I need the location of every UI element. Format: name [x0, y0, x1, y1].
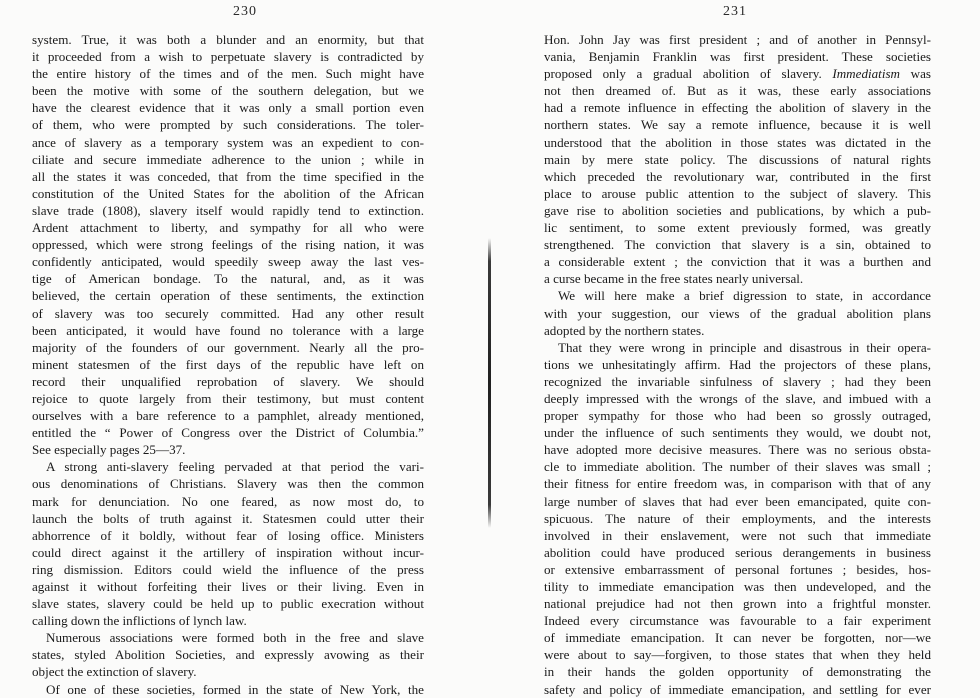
text-line: national prejudice had not then grown into a frightful monster.	[544, 596, 931, 612]
text-line: majority of the founders of our government. Nearly all the pro-	[32, 339, 424, 355]
text-line: the entire history of the times and of the men. Such might have	[32, 66, 424, 82]
right-page	[490, 0, 980, 697]
text-line: were about to say—forgiven, to those states that when they held	[544, 647, 931, 663]
text-line: strengthened. The conviction that slavery is a sin, obtained to	[544, 237, 931, 253]
text-line: have adopted more decisive measures. There was no serious obsta-	[544, 442, 931, 458]
text-line: gave rise to abolition societies and publications, by which a pub-	[544, 202, 931, 218]
text-line: launch the bolts of truth against it. Statesmen could utter their	[32, 510, 424, 526]
text-line: against it without forfeiting their lives or their living. Even in	[32, 579, 424, 594]
text-line: calling down the inflictions of lynch law.	[32, 613, 247, 629]
text-line: slave states, slavery could be held up to public execration without	[32, 596, 424, 612]
text-line: of immediate emancipation. It can never be forgotten, nor—we	[544, 630, 931, 646]
text-line: main by mere state policy. The discussions of natural rights	[544, 151, 931, 167]
text-line: proper sympathy for those who had been so grossly outraged,	[544, 408, 931, 424]
text-line: proposed only a gradual abolition of slavery. Immediatism was	[544, 66, 931, 82]
text-line: been the motive with some of the southern delegation, but we	[32, 83, 424, 99]
text-line: oppressed, which were strong feelings of the rising nation, it was	[32, 237, 424, 253]
text-line: could direct against it the artillery of inspiration without incur-	[32, 544, 424, 560]
text-line: mark for denunciation. No one feared, as now most do, to	[32, 493, 424, 509]
text-line: understood that the abolition in those states was dictated in the	[544, 134, 931, 150]
text-line: place to arouse public attention to the subject of slavery. This	[544, 185, 931, 201]
text-line: system. True, it was both a blunder and an enormity, but that	[32, 32, 424, 47]
text-line: of slavery was too securely committed. Had any other result	[32, 305, 424, 321]
text-line: northern states. We say a remote influence, because it is well	[544, 117, 931, 133]
text-line: deeply impressed with the wrongs of the slave, and imbued with a	[544, 390, 931, 406]
text-line: states, styled Abolition Societies, and expressly avowing as their	[32, 647, 424, 663]
text-line: record their unqualified reprobation of slavery. We should	[32, 373, 424, 389]
text-line: involved in their enslavement, were not such that immediate	[544, 527, 931, 543]
text-line: cle to immediate abolition. The number of their slaves was small ;	[544, 459, 931, 475]
text-line: confidently anticipated, would speedily sweep away the last ves-	[32, 254, 424, 270]
text-line: ciliate and secure immediate adherence to the union ; while in	[32, 151, 424, 167]
text-line: under the influence of such sentiments they would, we doubt not,	[544, 425, 931, 441]
page-number-left: 230	[233, 4, 257, 19]
text-line: We will here make a brief digression to state, in accordance	[558, 288, 931, 304]
text-line: vania, Benjamin Franklin was first president. These societies	[544, 49, 931, 65]
left-page	[0, 0, 490, 697]
text-line: had a remote influence in effecting the abolition of slavery in the	[544, 100, 931, 116]
text-line: constitution of the United States for the abolition of the African	[32, 185, 424, 201]
page-number-right: 231	[723, 4, 747, 19]
text-line: rejoice to quote largely from their testimony, but must content	[32, 390, 424, 406]
text-line: a curse became in the free states nearly universal.	[544, 271, 804, 287]
text-line: Numerous associations were formed both in the free and slave	[46, 630, 424, 646]
text-line: a considerable extent ; the conviction that it was a burthen and	[544, 254, 931, 270]
text-line: adopted by the northern states.	[544, 322, 705, 338]
text-line: of them, who were prompted by such considerations. The toler-	[32, 117, 424, 133]
text-line: been anticipated, it would have found no tolerance with a large	[32, 322, 424, 338]
text-line: slave trade (1808), slavery itself would rapidly tend to extinction.	[32, 202, 424, 218]
text-line: Indeed every circumstance was favourable to a fair experiment	[544, 613, 931, 629]
text-line: have the clearest evidence that it was only a small portion even	[32, 100, 424, 116]
right-page-text	[544, 31, 931, 698]
text-line: A strong anti-slavery feeling pervaded at that period the vari-	[46, 459, 424, 475]
text-line: or extensive embarrassment of personal fortunes ; besides, hos-	[544, 561, 931, 577]
text-line: That they were wrong in principle and disastrous in their opera-	[558, 339, 931, 355]
text-line: in their hands the golden opportunity of demonstrating the	[544, 664, 931, 680]
text-line: See especially pages 25—37.	[32, 442, 186, 458]
text-line: Hon. John Jay was first president ; and of another in Pennsyl-	[544, 32, 931, 47]
text-line: tions we unhesitatingly affirm. Had the projectors of these plans,	[544, 356, 931, 372]
text-line: Ardent attachment to liberty, and sympathy for all who were	[32, 220, 424, 236]
text-line: tige of American bondage. To the natural, and, as it was	[32, 271, 424, 287]
text-line: ourselves with a bare reference to a pamphlet, already mentioned,	[32, 408, 424, 424]
text-line: lic sentiment, to some extent previously formed, was greatly	[544, 220, 931, 236]
text-line: abhorrence of it boldly, without fear of losing office. Ministers	[32, 527, 424, 543]
text-line: their fitness for entire freedom was, in comparison with that of any	[544, 476, 931, 492]
text-line: ous denominations of Christians. Slavery was then the common	[32, 476, 424, 492]
text-line: with your suggestion, our views of the gradual abolition plans	[544, 305, 931, 321]
text-line: which preceded the revolutionary war, contributed in the first	[544, 168, 931, 184]
text-line: minent statesmen of the first days of the republic have left on	[32, 356, 424, 372]
text-line: ance of slavery as a temporary system was an expedient to con-	[32, 134, 424, 150]
text-line: ring dismission. Editors could wield the influence of the press	[32, 561, 424, 577]
text-line: entitled the “ Power of Congress over the District of Columbia.”	[32, 425, 424, 441]
text-line: abolition could have produced serious derangements in business	[544, 544, 931, 560]
text-line: it proceeded from a wish to perpetuate slavery is contradicted by	[32, 49, 424, 65]
text-line: all the states it was conceded, that from the time specified in the	[32, 168, 424, 184]
text-line: large number of slaves that had ever been emancipated, quite con-	[544, 493, 931, 509]
text-line: spicuous. The nature of their employments, and the interests	[544, 510, 931, 526]
text-line: believed, the certain operation of these sentiments, the extinction	[32, 288, 424, 304]
text-line: Of one of these societies, formed in the state of New York, the	[46, 681, 424, 697]
text-line: object the extinction of slavery.	[32, 664, 197, 680]
text-line: recognized the invariable sinfulness of slavery ; had they been	[544, 373, 931, 389]
text-line: tility to immediate emancipation was then undeveloped, and the	[544, 579, 931, 594]
left-page-text	[32, 31, 424, 698]
text-line: safety and policy of immediate emancipation, and settling for ever	[544, 681, 931, 697]
text-line: not then dreamed of. But as it was, these early associations	[544, 83, 931, 99]
